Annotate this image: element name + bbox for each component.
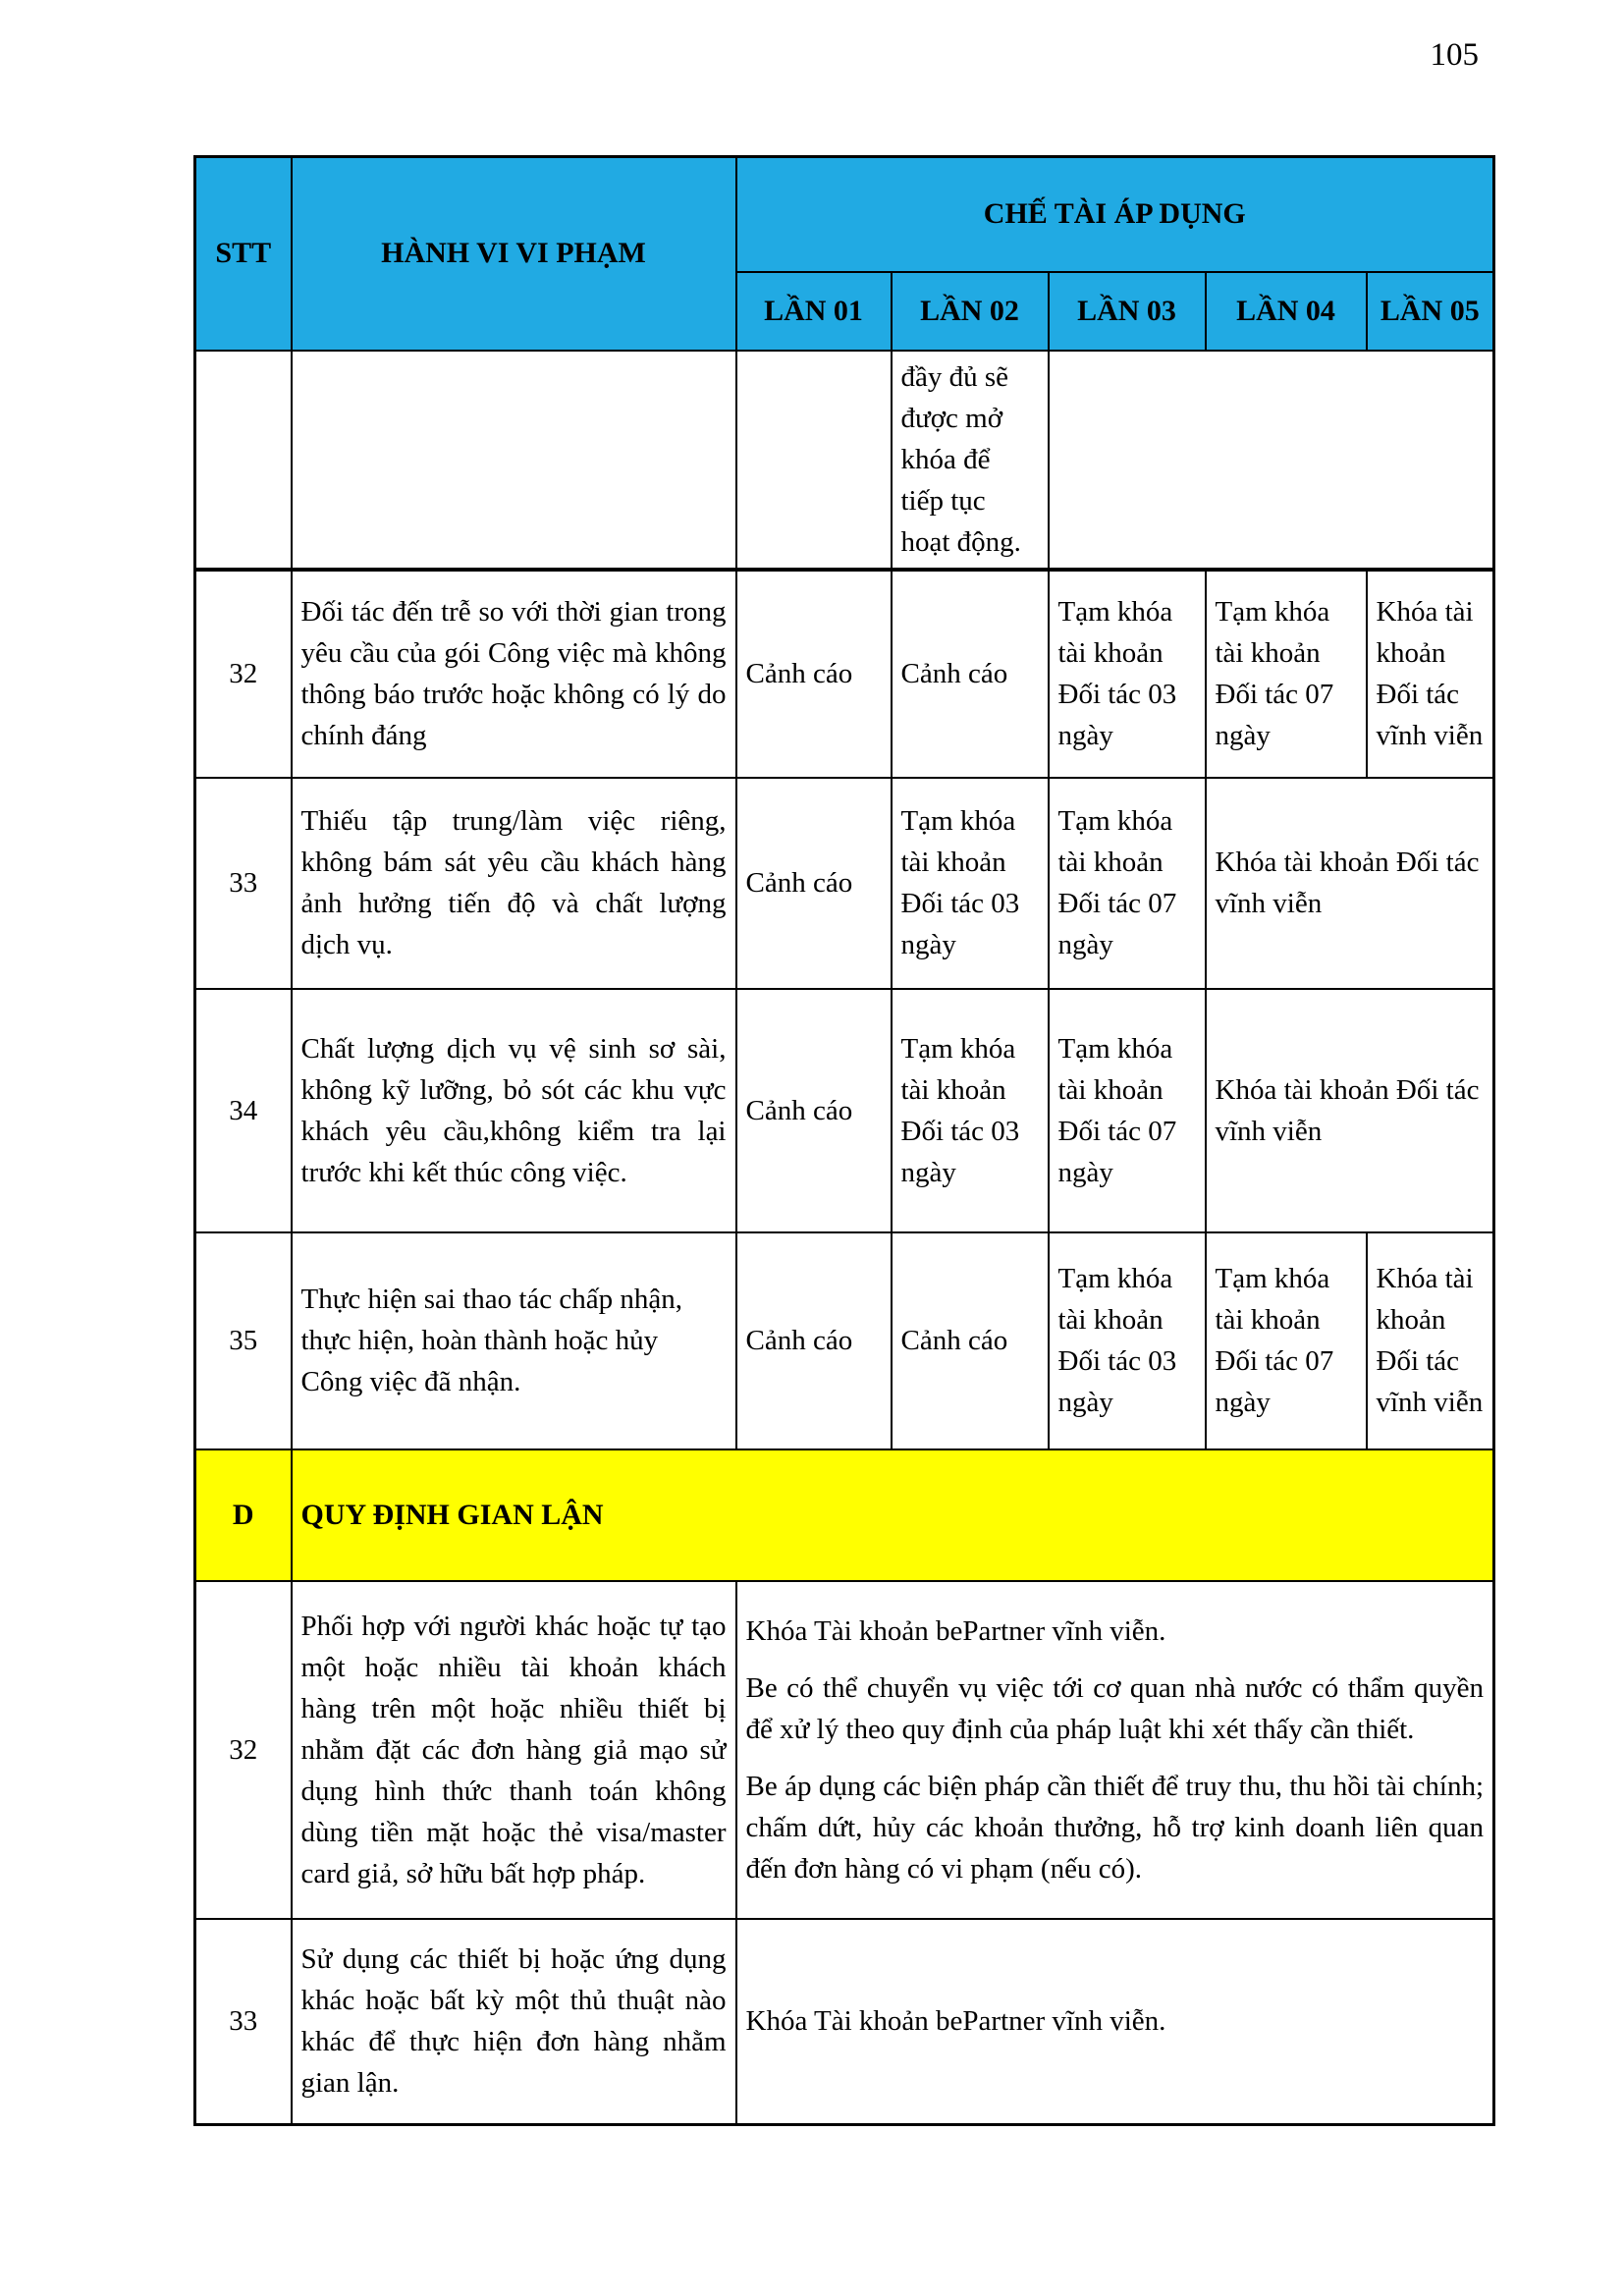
cell-32-violation: Đối tác đến trễ so với thời gian trong yêu cầu của gói Công việc mà không thông báo trước hoặc không có lý do chính đáng [292, 570, 736, 778]
cell-cont-stt [195, 351, 292, 570]
cell-33-lan01: Cảnh cáo [736, 778, 892, 989]
header-stt: STT [195, 157, 292, 351]
header-lan-03: LẦN 03 [1049, 272, 1206, 351]
cell-32-lan04: Tạm khóa tài khoản Đối tác 07 ngày [1206, 570, 1367, 778]
cell-d32-sanction [736, 1581, 1494, 1919]
table-row-33 [195, 778, 1494, 989]
header-sanction-group: CHẾ TÀI ÁP DỤNG [736, 157, 1494, 272]
cell-33-stt: 33 [195, 778, 292, 989]
cell-cont-lan02: đầy đủ sẽ được mở khóa để tiếp tục hoạt động. [892, 351, 1049, 570]
header-violation: HÀNH VI VI PHẠM [292, 157, 736, 351]
cell-32-lan02: Cảnh cáo [892, 570, 1049, 778]
table-row-35 [195, 1232, 1494, 1449]
cell-cont-lan03-05 [1049, 351, 1494, 570]
cell-cont-violation [292, 351, 736, 570]
cell-35-lan01: Cảnh cáo [736, 1232, 892, 1449]
page-number: 105 [1430, 37, 1479, 73]
table-row-d33 [195, 1919, 1494, 2125]
cell-35-lan03: Tạm khóa tài khoản Đối tác 03 ngày [1049, 1232, 1206, 1449]
cell-32-stt: 32 [195, 570, 292, 778]
cell-d33-sanction: Khóa Tài khoản bePartner vĩnh viễn. [736, 1919, 1494, 2125]
cell-d32-stt: 32 [195, 1581, 292, 1919]
header-lan-02: LẦN 02 [892, 272, 1049, 351]
d32-sanction-paragraph-2: Be có thể chuyển vụ việc tới cơ quan nhà nước có thẩm quyền để xử lý theo quy định của pháp luật khi xét thấy cần thiết. [745, 1671, 1485, 1745]
cell-34-stt: 34 [195, 989, 292, 1232]
cell-35-lan05: Khóa tài khoản Đối tác vĩnh viễn [1367, 1232, 1494, 1449]
sanctions-table [193, 155, 1495, 2126]
cell-32-lan03: Tạm khóa tài khoản Đối tác 03 ngày [1049, 570, 1206, 778]
cell-33-violation: Thiếu tập trung/làm việc riêng, không bám sát yêu cầu khách hàng ảnh hưởng tiến độ và chất lượng dịch vụ. [292, 778, 736, 989]
cell-d33-violation: Sử dụng các thiết bị hoặc ứng dụng khác hoặc bất kỳ một thủ thuật nào khác để thực hiện đơn hàng nhằm gian lận. [292, 1919, 736, 2125]
cell-d-stt: D [195, 1449, 292, 1581]
cell-d33-stt: 33 [195, 1919, 292, 2125]
cell-34-lan02: Tạm khóa tài khoản Đối tác 03 ngày [892, 989, 1049, 1232]
d32-sanction-paragraph-1: Khóa Tài khoản bePartner vĩnh viễn. [745, 1614, 1166, 1647]
header-lan-05: LẦN 05 [1367, 272, 1494, 351]
header-lan-01: LẦN 01 [736, 272, 892, 351]
table-row-d32 [195, 1581, 1494, 1919]
cell-33-lan04-05: Khóa tài khoản Đối tác vĩnh viễn [1206, 778, 1494, 989]
table-row-32 [195, 570, 1494, 778]
table-row-34 [195, 989, 1494, 1232]
cell-35-lan02: Cảnh cáo [892, 1232, 1049, 1449]
cell-33-lan02: Tạm khóa tài khoản Đối tác 03 ngày [892, 778, 1049, 989]
header-lan-04: LẦN 04 [1206, 272, 1367, 351]
cell-35-lan04: Tạm khóa tài khoản Đối tác 07 ngày [1206, 1232, 1367, 1449]
cell-34-violation: Chất lượng dịch vụ vệ sinh sơ sài, không kỹ lưỡng, bỏ sót các khu vực khách yêu cầu,không kiểm tra lại trước khi kết thúc công việc. [292, 989, 736, 1232]
cell-32-lan05: Khóa tài khoản Đối tác vĩnh viễn [1367, 570, 1494, 778]
cell-34-lan03: Tạm khóa tài khoản Đối tác 07 ngày [1049, 989, 1206, 1232]
d32-sanction-paragraph-3: Be áp dụng các biện pháp cần thiết để truy thu, thu hồi tài chính; chấm dứt, hủy các khoản thưởng, hỗ trợ kinh doanh liên quan đến đơn hàng có vi phạm (nếu có). [745, 1770, 1485, 1885]
cell-33-lan03: Tạm khóa tài khoản Đối tác 07 ngày [1049, 778, 1206, 989]
table-row-continuation [195, 351, 1494, 570]
cell-34-lan04-05: Khóa tài khoản Đối tác vĩnh viễn [1206, 989, 1494, 1232]
cell-d-title: QUY ĐỊNH GIAN LẬN [292, 1449, 1494, 1581]
cell-34-lan01: Cảnh cáo [736, 989, 892, 1232]
table-row-section-d [195, 1449, 1494, 1581]
cell-d32-violation: Phối hợp với người khác hoặc tự tạo một hoặc nhiều tài khoản khách hàng trên một hoặc nhiều thiết bị nhằm đặt các đơn hàng giả mạo sử dụng hình thức thanh toán không dùng tiền mặt hoặc thẻ visa/master card giả, sở hữu bất hợp pháp. [292, 1581, 736, 1919]
cell-35-stt: 35 [195, 1232, 292, 1449]
table-header [195, 157, 1494, 351]
cell-32-lan01: Cảnh cáo [736, 570, 892, 778]
cell-35-violation: Thực hiện sai thao tác chấp nhận, thực hiện, hoàn thành hoặc hủy Công việc đã nhận. [292, 1232, 736, 1449]
cell-cont-lan01 [736, 351, 892, 570]
